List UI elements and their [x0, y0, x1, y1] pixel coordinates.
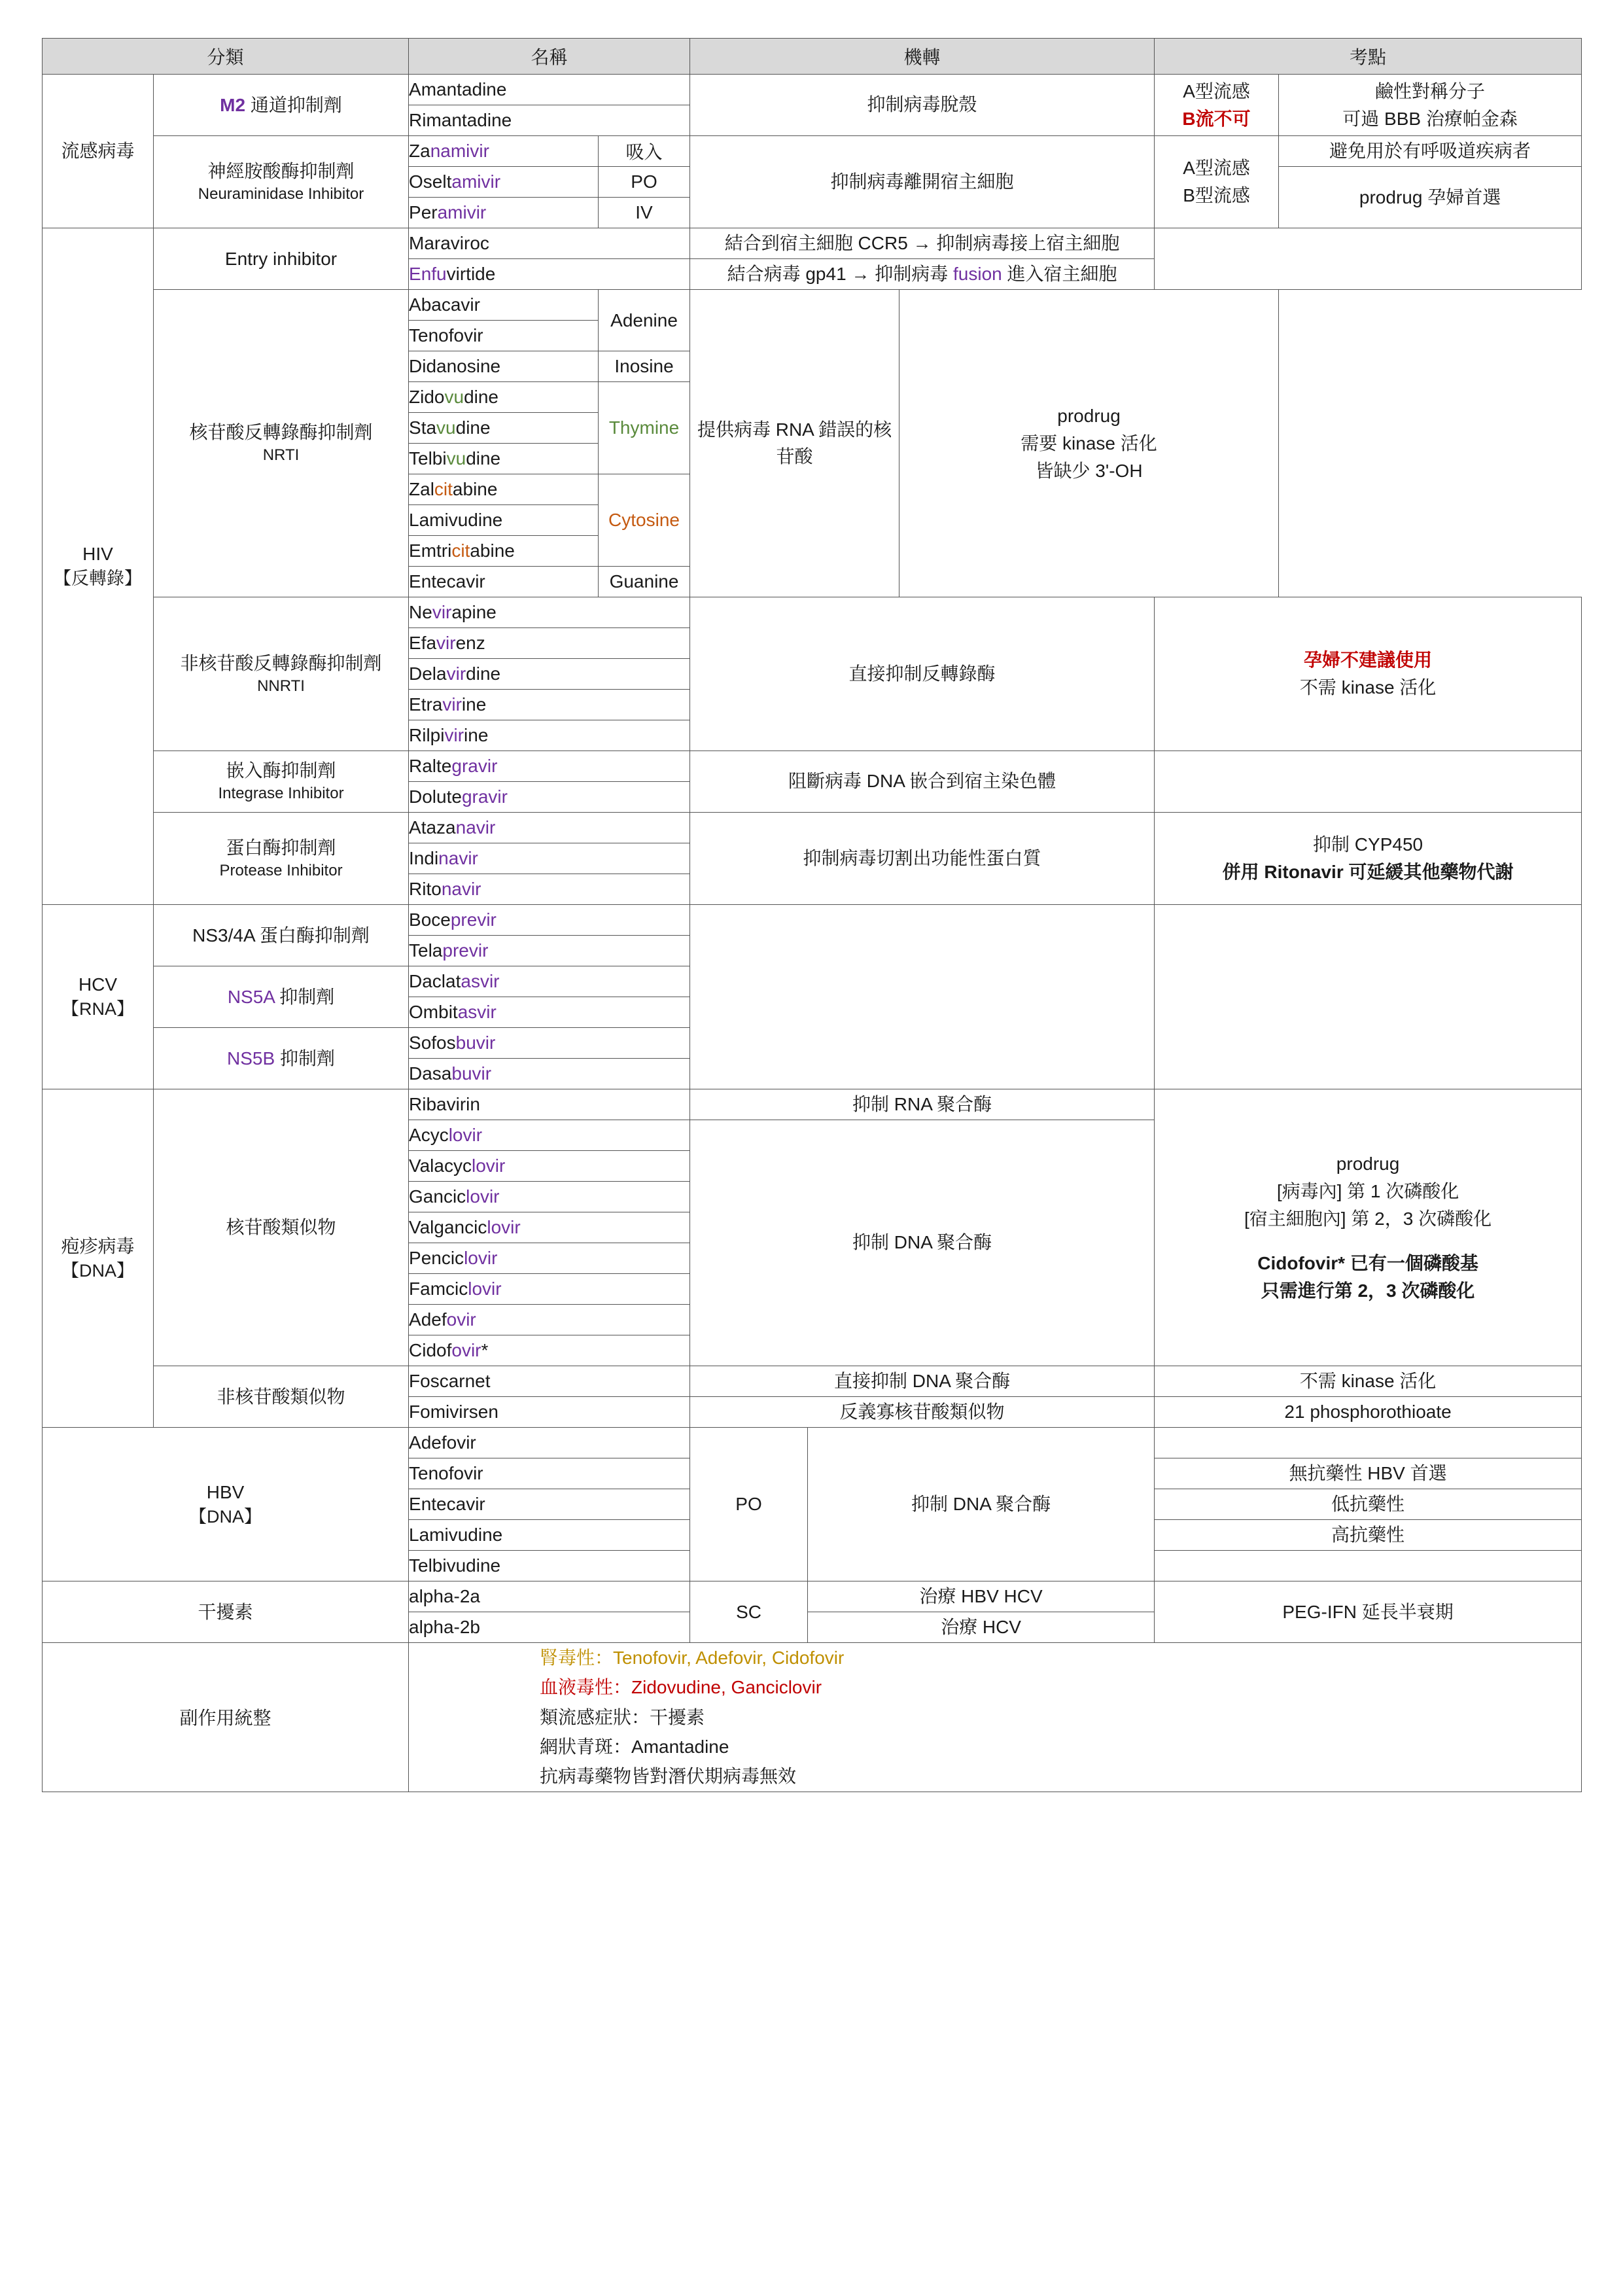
route-inhalation: 吸入 — [599, 136, 690, 167]
route-interferon-sc: SC — [690, 1581, 808, 1643]
mechanism-wrong-nucleotide: 提供病毒 RNA 錯誤的核苷酸 — [690, 290, 899, 597]
antiviral-drugs-table — [42, 38, 1582, 1792]
category-hiv: HIV 【反轉錄】 — [43, 228, 154, 905]
mechanism-dna-polymerase-hbv: 抑制 DNA 聚合酶 — [808, 1428, 1155, 1581]
drug-tenofovir: Tenofovir — [409, 321, 599, 351]
drug-rilpivirine: Rilpivirine — [409, 720, 690, 751]
side-effect-hematotoxicity: 血液毒性：Zidovudine, Ganciclovir — [540, 1677, 822, 1698]
keypoint-protease: 抑制 CYP450 併用 Ritonavir 可延緩其他藥物代謝 — [1155, 813, 1582, 905]
table-row — [43, 1089, 1582, 1120]
mechanism-release: 抑制病毒離開宿主細胞 — [690, 136, 1155, 228]
drug-oseltamivir: Oseltamivir — [409, 167, 599, 198]
class-label: M2 通道抑制劑 — [220, 94, 342, 115]
class-non-nucleoside-analog: 非核苷酸類似物 — [154, 1366, 409, 1428]
table-row — [43, 1643, 1582, 1792]
table-row — [43, 1581, 1582, 1612]
drug-peramivir: Peramivir — [409, 198, 599, 228]
drug-entecavir-hbv: Entecavir — [409, 1489, 690, 1520]
keypoint-hcv-empty — [1155, 905, 1582, 1089]
keypoint-entry-empty — [1155, 228, 1582, 290]
table-row — [43, 290, 1582, 321]
mechanism-interferon-2: 治療 HCV — [808, 1612, 1155, 1643]
route-po: PO — [599, 167, 690, 198]
class-neuraminidase-inhibitor: 神經胺酸酶抑制劑 Neuraminidase Inhibitor — [154, 136, 409, 228]
category-hbv: HBV 【DNA】 — [43, 1428, 409, 1581]
side-effect-nephrotoxicity: 腎毒性：Tenofovir, Adefovir, Cidofovir — [540, 1648, 845, 1668]
drug-zalcitabine: Zalcitabine — [409, 474, 599, 505]
class-protease-inhibitor: 蛋白酶抑制劑 Protease Inhibitor — [154, 813, 409, 905]
keypoint-nnrti: 孕婦不建議使用 不需 kinase 活化 — [1155, 597, 1582, 751]
table-row — [43, 905, 1582, 936]
mechanism-integrase: 阻斷病毒 DNA 嵌合到宿主染色體 — [690, 751, 1155, 813]
side-effects-body — [409, 1643, 1582, 1792]
keypoint-flu-type-2: A型流感 B型流感 — [1155, 136, 1279, 228]
drug-telbivudine-hbv: Telbivudine — [409, 1551, 690, 1581]
table-row — [43, 751, 1582, 782]
drug-tenofovir-hbv: Tenofovir — [409, 1458, 690, 1489]
table-row — [43, 228, 1582, 259]
drug-raltegravir: Raltegravir — [409, 751, 690, 782]
table-row — [43, 597, 1582, 628]
keypoint-m2-notes: 鹼性對稱分子 可過 BBB 治療帕金森 — [1279, 75, 1582, 136]
drug-ganciclovir: Ganciclovir — [409, 1182, 690, 1212]
class-entry-inhibitor: Entry inhibitor — [154, 228, 409, 290]
base-guanine: Guanine — [599, 567, 690, 597]
category-interferon: 干擾素 — [43, 1581, 409, 1643]
mechanism-uncoating: 抑制病毒脫殼 — [690, 75, 1155, 136]
base-inosine: Inosine — [599, 351, 690, 382]
table-row — [43, 813, 1582, 843]
category-hcv: HCV 【RNA】 — [43, 905, 154, 1089]
drug-alpha-2b: alpha-2b — [409, 1612, 690, 1643]
route-iv: IV — [599, 198, 690, 228]
class-nucleoside-analog: 核苷酸類似物 — [154, 1089, 409, 1366]
mechanism-ccr5: 結合到宿主細胞 CCR5 → 抑制病毒接上宿主細胞 — [690, 228, 1155, 259]
drug-efavirenz: Efavirenz — [409, 628, 690, 659]
mechanism-rna-polymerase: 抑制 RNA 聚合酶 — [690, 1089, 1155, 1120]
keypoint-foscarnet: 不需 kinase 活化 — [1155, 1366, 1582, 1397]
drug-indinavir: Indinavir — [409, 843, 690, 874]
mechanism-protease: 抑制病毒切割出功能性蛋白質 — [690, 813, 1155, 905]
drug-lamivudine-hbv: Lamivudine — [409, 1520, 690, 1551]
mechanism-fomivirsen: 反義寡核苷酸類似物 — [690, 1397, 1155, 1428]
drug-lamivudine: Lamivudine — [409, 505, 599, 536]
keypoint-hbv-3: 低抗藥性 — [1155, 1489, 1582, 1520]
header-name: 名稱 — [409, 39, 690, 75]
table-row — [43, 1366, 1582, 1397]
drug-dasabuvir: Dasabuvir — [409, 1059, 690, 1089]
base-adenine: Adenine — [599, 290, 690, 351]
drug-fomivirsen: Fomivirsen — [409, 1397, 690, 1428]
drug-sofosbuvir: Sofosbuvir — [409, 1028, 690, 1059]
class-ns5b: NS5B 抑制劑 — [154, 1028, 409, 1089]
drug-adefovir-hbv: Adefovir — [409, 1428, 690, 1458]
drug-telbivudine: Telbivudine — [409, 444, 599, 474]
header-keypoint: 考點 — [1155, 39, 1582, 75]
drug-telaprevir: Telaprevir — [409, 936, 690, 966]
route-hbv-po: PO — [690, 1428, 808, 1581]
mechanism-hcv-empty — [690, 905, 1155, 1089]
keypoint-hbv-2: 無抗藥性 HBV 首選 — [1155, 1458, 1582, 1489]
drug-famciclovir: Famciclovir — [409, 1274, 690, 1305]
class-integrase-inhibitor: 嵌入酶抑制劑 Integrase Inhibitor — [154, 751, 409, 813]
table-row — [43, 1428, 1582, 1458]
table-row — [43, 75, 1582, 105]
side-effect-latent-ineffective: 抗病毒藥物皆對潛伏期病毒無效 — [540, 1766, 797, 1787]
drug-entecavir: Entecavir — [409, 567, 599, 597]
drug-dolutegravir: Dolutegravir — [409, 782, 690, 813]
drug-ribavirin: Ribavirin — [409, 1089, 690, 1120]
drug-emtricitabine: Emtricitabine — [409, 536, 599, 567]
base-cytosine: Cytosine — [599, 474, 690, 567]
drug-alpha-2a: alpha-2a — [409, 1581, 690, 1612]
drug-zidovudine: Zidovudine — [409, 382, 599, 413]
drug-ritonavir: Ritonavir — [409, 874, 690, 905]
drug-amantadine: Amantadine — [409, 75, 690, 105]
header-category: 分類 — [43, 39, 409, 75]
mechanism-fusion: 結合病毒 gp41 → 抑制病毒 fusion 進入宿主細胞 — [690, 259, 1155, 290]
mechanism-interferon-1: 治療 HBV HCV — [808, 1581, 1155, 1612]
drug-daclatasvir: Daclatasvir — [409, 966, 690, 997]
header-mechanism: 機轉 — [690, 39, 1155, 75]
drug-nevirapine: Nevirapine — [409, 597, 690, 628]
keypoint-fomivirsen: 21 phosphorothioate — [1155, 1397, 1582, 1428]
mechanism-rt-direct: 直接抑制反轉錄酶 — [690, 597, 1155, 751]
side-effect-flu-like: 類流感症狀：干擾素 — [540, 1706, 705, 1727]
drug-acyclovir: Acyclovir — [409, 1120, 690, 1151]
keypoint-flu-type-1: A型流感 B流不可 — [1155, 75, 1279, 136]
drug-abacavir: Abacavir — [409, 290, 599, 321]
keypoint-interferon: PEG-IFN 延長半衰期 — [1155, 1581, 1582, 1643]
category-herpes: 疱疹病毒 【DNA】 — [43, 1089, 154, 1428]
drug-penciclovir: Penciclovir — [409, 1243, 690, 1274]
class-m2-inhibitor — [154, 75, 409, 136]
drug-boceprevir: Boceprevir — [409, 905, 690, 936]
drug-valganciclovir: Valganciclovir — [409, 1212, 690, 1243]
keypoint-integrase-empty — [1155, 751, 1582, 813]
drug-foscarnet: Foscarnet — [409, 1366, 690, 1397]
side-effect-livedo-reticularis: 網狀青斑：Amantadine — [540, 1737, 729, 1757]
drug-maraviroc: Maraviroc — [409, 228, 690, 259]
drug-atazanavir: Atazanavir — [409, 813, 690, 843]
drug-cidofovir: Cidofovir* — [409, 1335, 690, 1366]
drug-zanamivir: Zanamivir — [409, 136, 599, 167]
keypoint-nrti: prodrug 需要 kinase 活化 皆缺少 3'-OH — [899, 290, 1279, 597]
table-header-row — [43, 39, 1582, 75]
table-row — [43, 136, 1582, 167]
drug-stavudine: Stavudine — [409, 413, 599, 444]
keypoint-herpes: prodrug [病毒內] 第 1 次磷酸化 [宿主細胞內] 第 2，3 次磷酸化 Cidofovir* 已有一個磷酸基 只需進行第 2，3 次磷酸化 — [1155, 1089, 1582, 1366]
keypoint-hbv-5 — [1155, 1551, 1582, 1581]
keypoint-prodrug-pregnancy: prodrug 孕婦首選 — [1279, 167, 1582, 228]
mechanism-foscarnet: 直接抑制 DNA 聚合酶 — [690, 1366, 1155, 1397]
mechanism-dna-polymerase-herpes: 抑制 DNA 聚合酶 — [690, 1120, 1155, 1366]
category-influenza: 流感病毒 — [43, 75, 154, 228]
drug-adefovir-herpes: Adefovir — [409, 1305, 690, 1335]
base-thymine: Thymine — [599, 382, 690, 474]
keypoint-respiratory-warning: 避免用於有呼吸道疾病者 — [1279, 136, 1582, 167]
class-ns5a: NS5A 抑制劑 — [154, 966, 409, 1028]
class-nnrti: 非核苷酸反轉錄酶抑制劑 NNRTI — [154, 597, 409, 751]
drug-etravirine: Etravirine — [409, 690, 690, 720]
keypoint-hbv-1 — [1155, 1428, 1582, 1458]
drug-valacyclovir: Valacyclovir — [409, 1151, 690, 1182]
drug-delavirdine: Delavirdine — [409, 659, 690, 690]
drug-rimantadine: Rimantadine — [409, 105, 690, 136]
drug-ombitasvir: Ombitasvir — [409, 997, 690, 1028]
class-ns3-4a: NS3/4A 蛋白酶抑制劑 — [154, 905, 409, 966]
side-effects-title: 副作用統整 — [43, 1643, 409, 1792]
class-nrti: 核苷酸反轉錄酶抑制劑 NRTI — [154, 290, 409, 597]
drug-enfuvirtide: Enfuvirtide — [409, 259, 690, 290]
drug-didanosine: Didanosine — [409, 351, 599, 382]
keypoint-hbv-4: 高抗藥性 — [1155, 1520, 1582, 1551]
